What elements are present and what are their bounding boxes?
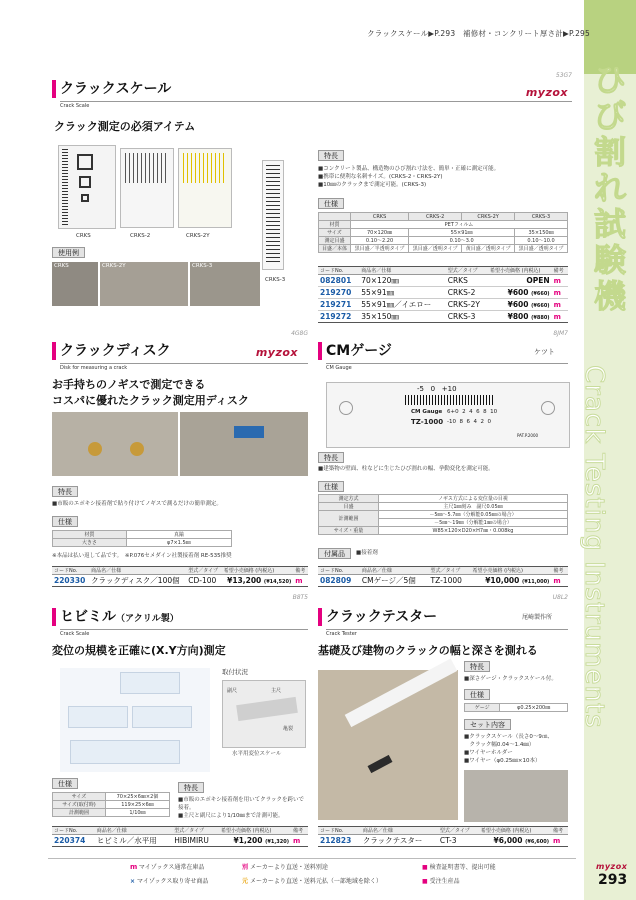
brand-logo: myzox [255, 346, 298, 359]
legend-item: ■ 受注生産品 [422, 878, 460, 885]
lead-text: コスパに優れたクラック測定用ディスク [52, 394, 249, 407]
section-subtitle: Crack Scale [60, 631, 90, 637]
spec-table: CRKS CRKS-2 CRKS-2Y CRKS-3 材質 PETフィルム サイズ 70×120㎜ 55×91㎜ 35×150㎜ 測定目盛 0.10～2.20 0.10～3.0 0.10～10.0 目盛／本体 黒目盛／半透明タイプ 黒目盛／透明タイプ 黄目盛／透明タイプ 黒目盛／透明タイプ [318, 212, 568, 253]
table-row: 219271 55×91㎜／イエロー CRKS-2Y ¥600 (¥660) m [318, 299, 568, 311]
section-subtitle: Crack Tester [326, 631, 357, 637]
image-label: CRKS-2 [130, 233, 151, 239]
table-row: 219272 35×150㎜ CRKS-3 ¥800 (¥880) m [318, 311, 568, 323]
install-diagram: 副尺 主尺 亀裂 [222, 680, 306, 748]
spec-tag: 仕様 [318, 198, 344, 209]
footer-brand-logo: myzox [596, 862, 628, 871]
features-tag: 特長 [318, 150, 344, 161]
section-crack-disk [52, 330, 308, 407]
table-row: 220374 ヒビミル／水平用 HIBIMIRU ¥1,200 (¥1,320) m [52, 835, 308, 847]
hibimiru-product-image [60, 668, 210, 772]
table-row: 212823 クラックテスター CT-3 ¥6,000 (¥6,600) m [318, 835, 568, 847]
section-subtitle: Disk for measuring a crack [60, 365, 128, 371]
usage-label: CRKS-2Y [102, 263, 126, 269]
disk-photo [52, 412, 178, 476]
legend-item: 元 メーカーより直送・送料元払（一部地域を除く） [242, 878, 382, 885]
feature-text: ■建築物の壁面、柱などに生じたひび割れの幅、挙動変化を測定可能。 [318, 466, 494, 472]
table-row: 082809 CMゲージ／5個 TZ-1000 ¥10,000 (¥11,000) m [318, 575, 568, 587]
product-code: 8JM7 [553, 330, 568, 337]
product-code: 53G7 [555, 72, 572, 79]
crack-tester-usage-photo [464, 770, 568, 822]
feature-text: ■市販のエポキシ接着剤で貼り付けてノギスで測るだけの簡単測定。 [52, 501, 222, 507]
side-tab-english: Crack Testing Instruments [579, 365, 609, 729]
crks-2y-scale-image [178, 148, 232, 228]
accessory-tag: 付属品 [318, 548, 351, 559]
page-header-crossref: クラックスケール▶P.293 補修材・コンクリート厚さ計▶P.295 [367, 29, 590, 38]
spec-tag: 仕様 [318, 481, 344, 492]
brand-logo: myzox [525, 86, 568, 99]
lead-text: 基礎及び建物のクラックの幅と深さを測れる [318, 644, 538, 657]
order-table: コードNo. 商品名／仕様 型式／タイプ 希望小売価格 (内税込) 備考 082809 CMゲージ／5個 TZ-1000 ¥10,000 (¥11,000) m [318, 566, 568, 587]
image-label: CRKS-3 [265, 277, 286, 283]
usage-label: CRKS-3 [192, 263, 213, 269]
cm-gauge-image: -5 0 +10 CM Gauge TZ-1000 6+0 2 4 6 8 10 -10 8 6 4 2 0 PAT.P.2000 [326, 382, 570, 448]
page-number: 293 [598, 872, 628, 888]
lead-text: お手持ちのノギスで測定できる [52, 378, 206, 391]
legend-item: 別 メーカーより直送・送料別途 [242, 864, 328, 871]
section-title: CMゲージ [326, 343, 392, 359]
spec-tag: 仕様 [52, 516, 78, 527]
spec-table: サイズ 70×25×6㎜×2個 サイズ(取付時) 119×25×6㎜ 計測範囲 1/10㎜ [52, 792, 170, 817]
image-label: CRKS [76, 233, 91, 239]
table-row: 082801 70×120㎜ CRKS OPEN m [318, 275, 568, 287]
usage-example-tag: 使用例 [52, 247, 85, 258]
table-row: 219270 55×91㎜ CRKS-2 ¥600 (¥660) m [318, 287, 568, 299]
lead-text: 変位の規模を正確に(X.Y方向)測定 [52, 644, 226, 657]
install-caption: 水平用変位スケール [232, 751, 282, 757]
legend-item: m マイゾックス通常在庫品 [130, 863, 205, 871]
crks-scale-image [58, 145, 116, 229]
legend-divider [48, 858, 576, 859]
features-list: ■市販のエポキシ接着剤を用いてクラックを跨いで接着。 ■主尺と副尺により1/10㎜まで計測可能。 [178, 797, 305, 819]
spec-tag: 仕様 [52, 778, 78, 789]
features-list: ■コンクリート製品、構造物のひび割れ寸法を、簡単・正確に測定可能。 ■携帯に便利な名刺サイズ。(CRKS-2・CRKS-2Y) ■10㎜のクラックまで測定可能。(CRKS-3) [318, 166, 500, 188]
legend-item: × マイゾックス取り寄せ商品 [130, 878, 209, 885]
image-label: CRKS-2Y [186, 233, 210, 239]
order-table: コードNo. 商品名／仕様 型式／タイプ 希望小売価格 (内税込) 備考 212823 クラックテスター CT-3 ¥6,000 (¥6,600) m [318, 826, 568, 847]
set-contents-tag: セット内容 [464, 719, 511, 730]
crks-3-scale-image [262, 160, 284, 270]
section-subtitle: Crack Scale [60, 103, 90, 109]
section-crack-scale [52, 72, 572, 133]
legend-item: ■ 検査証明書等、提出可能 [422, 864, 496, 871]
product-code: 4G8G [291, 330, 308, 337]
maker-name: ケツト [534, 348, 555, 356]
caliper-photo [180, 412, 308, 476]
features-tag: 特長 [52, 486, 78, 497]
section-title: クラックテスター [326, 609, 438, 625]
order-table: コードNo. 商品名／仕様 型式／タイプ 希望小売価格 (内税込) 備考 220374 ヒビミル／水平用 HIBIMIRU ¥1,200 (¥1,320) m [52, 826, 308, 847]
accessory-text: ■接着剤 [356, 550, 378, 556]
section-title-note: （アクリル製） [116, 614, 179, 624]
maker-name: 尾崎製作所 [522, 614, 553, 621]
product-code: U8L2 [552, 594, 568, 601]
feature-text: ■深さゲージ・クラックスケール付。 [464, 676, 557, 682]
side-tab-japanese-title: ひ び 割 れ 試 験 機 [593, 61, 626, 315]
note-text: ※本品は払い返して品です。 ※P.076セメダイン社製接着剤 RE-535推奨 [52, 553, 232, 559]
lead-text: クラック測定の必須アイテム [54, 120, 196, 133]
table-row: 220330 クラックディスク／100個 CD-100 ¥13,200 (¥14,520) m [52, 575, 308, 587]
spec-tag: 仕様 [464, 689, 490, 700]
features-tag: 特長 [464, 661, 490, 672]
section-hibimiru [52, 594, 308, 657]
section-crack-tester [318, 594, 568, 657]
spec-table: 測定方式 ノギス方式による変位量の目視 目盛 主尺1㎜刻み 副尺0.05㎜ 計測範囲 －5㎜～5.7㎜（分解能0.05㎜の場合） －5㎜～19㎜（分解能1㎜の場合） サイズ・重量 W85×120×D20×H7㎜・0.008kg [318, 494, 568, 535]
install-label: 取付状況 [222, 668, 248, 676]
order-table: コードNo. 商品名／仕様 型式／タイプ 希望小売価格 (内税込) 備考 220330 クラックディスク／100個 CD-100 ¥13,200 (¥14,520) m [52, 566, 308, 587]
product-code: B8T5 [292, 594, 308, 601]
set-contents-list: ■クラックスケール（長さ0～9㎝、 クラック幅0.04～1.4㎜） ■ワイヤーホルダー ■ワイヤー（φ0.25㎜×10本） [464, 734, 553, 764]
features-tag: 特長 [178, 782, 204, 793]
section-subtitle: CM Gauge [326, 365, 352, 371]
spec-table: ゲージ φ0.25×200㎜ [464, 703, 568, 712]
section-title: クラックスケール [60, 81, 172, 97]
crks-2-scale-image [120, 148, 174, 228]
features-tag: 特長 [318, 452, 344, 463]
order-table: コードNo. 商品名／仕様 型式／タイプ 希望小売価格 (内税込) 備考 082801 70×120㎜ CRKS OPEN m 219270 55×91㎜ CRKS-2 ¥600 (¥660) m 219271 55×91㎜／イエロー CRKS-2Y ¥600 (¥660) m 219272 35×150㎜ CRKS-3 ¥800 (¥880) m [318, 266, 568, 323]
crack-tester-photo [318, 670, 458, 820]
spec-table: 材質 真鍮 大きさ φ7×1.5㎜ [52, 530, 232, 547]
section-title: クラックディスク [60, 343, 171, 359]
usage-label: CRKS [54, 263, 69, 269]
section-cm-gauge [318, 330, 568, 371]
section-title: ヒビミル [60, 609, 116, 625]
